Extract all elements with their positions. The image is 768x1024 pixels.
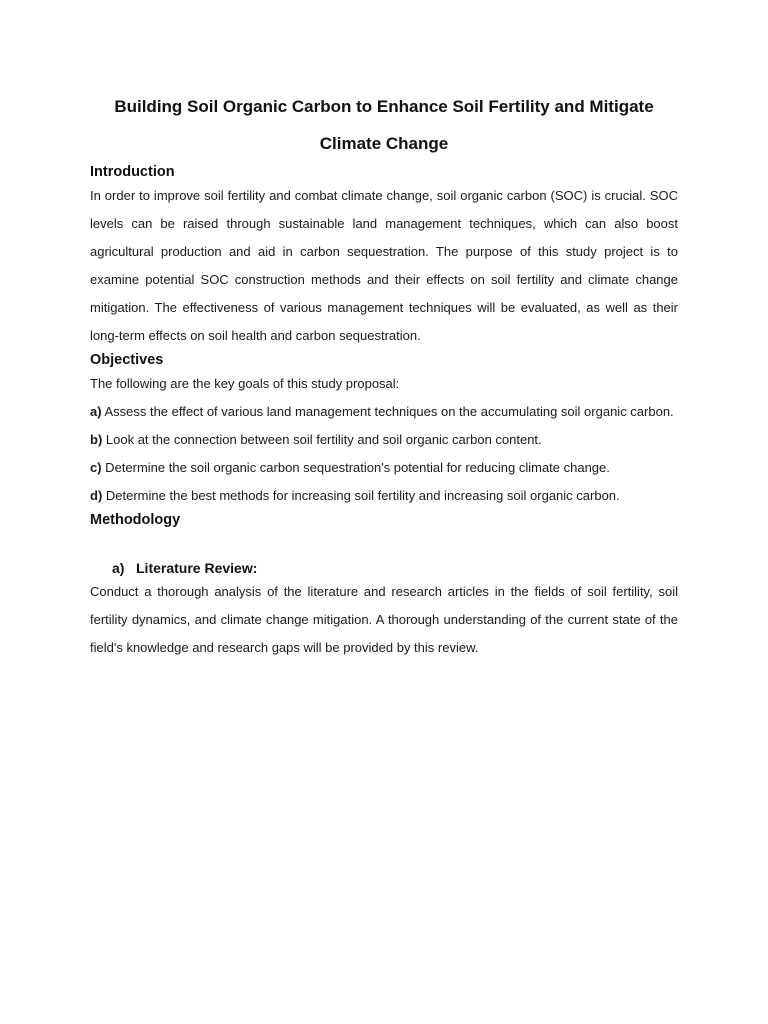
literature-review-heading [112,558,678,578]
introduction-paragraph: In order to improve soil fertility and combat climate change, soil organic carbon (SOC) is crucial. SOC levels can be raised through sustainable land management techniques, which can also boost agricultural production and aid in carbon sequestration. The purpose of this study project is to examine potential SOC construction methods and their effects on soil fertility and climate change mitigation. The effectiveness of various management techniques will be evaluated, as well as their long-term effects on soil health and carbon sequestration. [90,188,678,343]
objectives-section [90,350,678,510]
objectives-lead: The following are the key goals of this study proposal: [90,376,400,391]
methodology-heading: Methodology [90,512,181,528]
objective-item [90,454,678,482]
objective-text: Assess the effect of various land management techniques on the accumulating soil organic carbon. [101,404,674,419]
objective-text: Look at the connection between soil fertility and soil organic carbon content. [102,432,542,447]
objective-text: Determine the soil organic carbon sequestration's potential for reducing climate change. [101,460,610,475]
objective-item [90,482,678,510]
subsection-marker: a) [112,560,125,576]
introduction-section [90,162,678,350]
literature-review-paragraph: Conduct a thorough analysis of the literature and research articles in the fields of soil fertility, soil fertility dynamics, and climate change mitigation. A thorough understanding of the current state of the field's knowledge and research gaps will be provided by this review. [90,584,678,655]
objective-text: Determine the best methods for increasing soil fertility and increasing soil organic carbon. [102,488,620,503]
objective-marker: b) [90,432,103,447]
introduction-heading: Introduction [90,164,175,180]
objective-item [90,426,678,454]
title-line-1: Building Soil Organic Carbon to Enhance Soil Fertility and Mitigate [114,97,654,116]
objectives-heading: Objectives [90,352,164,368]
objective-marker: d) [90,488,103,503]
subsection-title: Literature Review: [136,560,258,576]
objective-marker: a) [90,404,102,419]
objective-item [90,398,678,426]
methodology-section [90,510,678,662]
title-line-2: Climate Change [319,134,449,153]
objective-marker: c) [90,460,102,475]
document-title [90,0,678,162]
